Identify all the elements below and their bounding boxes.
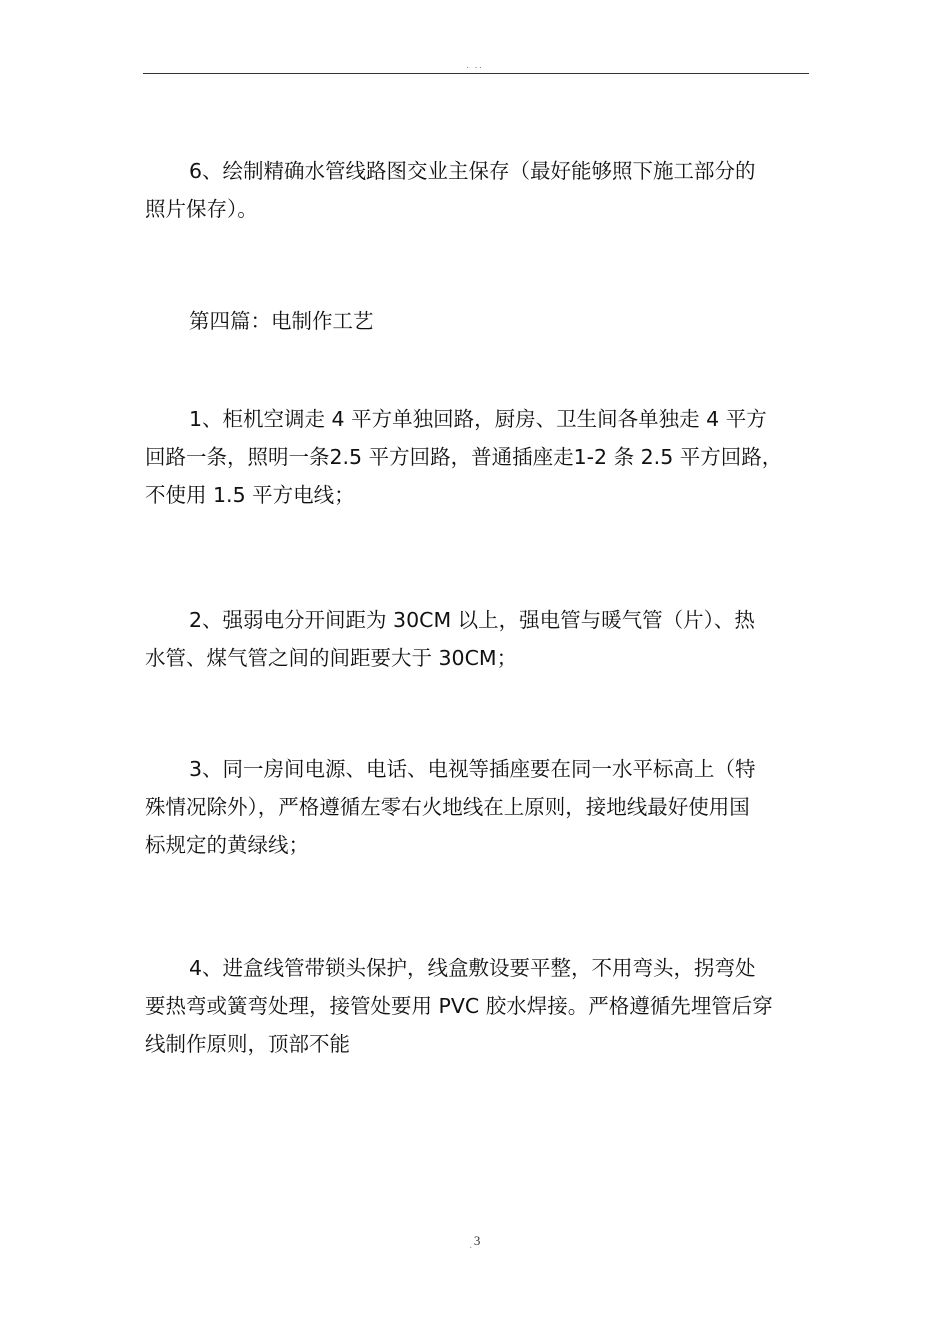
paragraph-line: 要热弯或簧弯处理，接管处要用 PVC 胶水焊接。严格遵循先埋管后穿	[145, 994, 773, 1018]
paragraph-line: 水管、煤气管之间的间距要大于 30CM；	[145, 646, 518, 670]
header-marks: . ..	[466, 60, 484, 70]
paragraph-line: 4、进盒线管带锁头保护，线盒敷设要平整，不用弯头，拐弯处	[189, 956, 756, 980]
section-heading	[145, 302, 813, 340]
footer-dot: .	[469, 1240, 472, 1250]
paragraph-line: 1、柜机空调走 4 平方单独回路，厨房、卫生间各单独走 4 平方	[189, 407, 767, 431]
paragraph-line: 线制作原则，顶部不能	[145, 1032, 350, 1056]
page-number: 3	[473, 1233, 481, 1248]
section-heading-text: 第四篇：电制作工艺	[189, 309, 374, 333]
paragraph-item-2	[145, 601, 813, 677]
paragraph-item-4	[145, 949, 813, 1063]
paragraph-line: 2、强弱电分开间距为 30CM 以上，强电管与暖气管（片）、热	[189, 608, 755, 632]
paragraph-line: 殊情况除外），严格遵循左零右火地线在上原则，接地线最好使用国	[145, 795, 750, 819]
paragraph-item-1	[145, 400, 813, 514]
paragraph-item-3	[145, 750, 813, 864]
paragraph-line: 6、绘制精确水管线路图交业主保存（最好能够照下施工部分的	[189, 159, 756, 183]
paragraph-line: 回路一条，照明一条2.5 平方回路，普通插座走1-2 条 2.5 平方回路，	[145, 445, 783, 469]
paragraph-step-6	[145, 152, 813, 228]
paragraph-line: 照片保存）。	[145, 197, 258, 221]
paragraph-line: 3、同一房间电源、电话、电视等插座要在同一水平标高上（特	[189, 757, 756, 781]
page-number-footer	[0, 1233, 950, 1250]
paragraph-line: 标规定的黄绿线；	[145, 833, 309, 857]
header-rule	[143, 73, 809, 74]
paragraph-line: 不使用 1.5 平方电线；	[145, 483, 355, 507]
